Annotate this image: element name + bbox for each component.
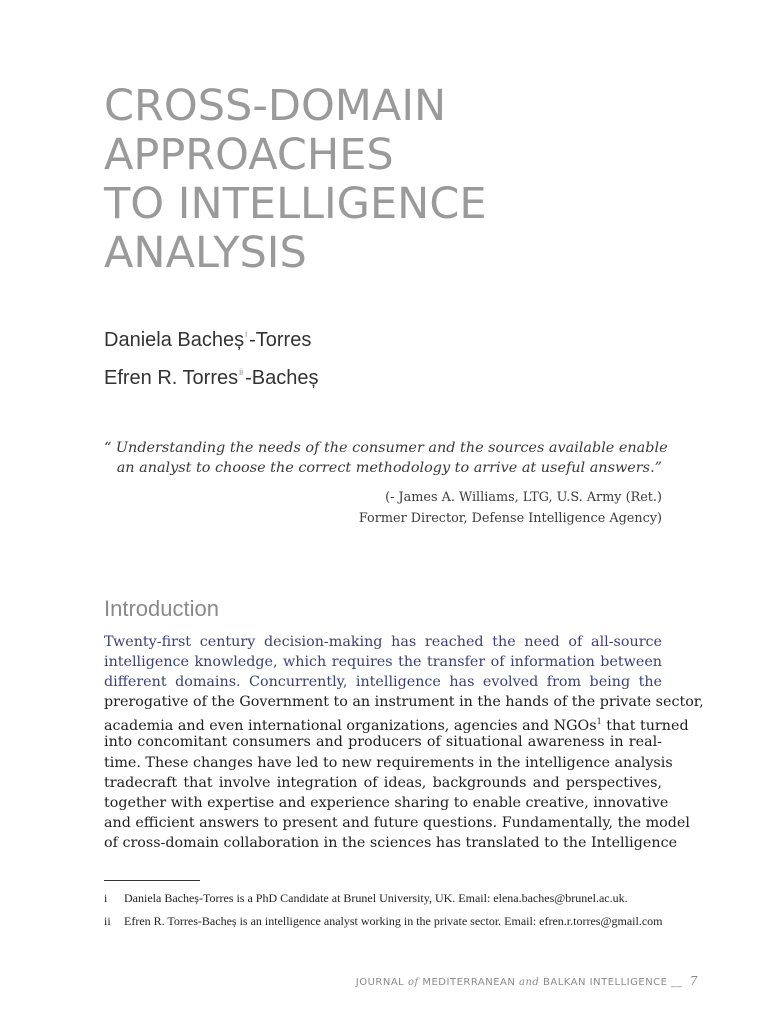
footnote-text: Efren R. Torres-Bacheș is an intelligence analyst working in the private sector. Email: efren.r.torres@gmail.com xyxy=(124,914,663,928)
body-paragraph xyxy=(104,632,704,853)
attribution-line: (- James A. Williams, LTG, U.S. Army (Ret.) xyxy=(385,490,662,505)
author-footnote-marker: i xyxy=(245,329,248,339)
body-line: prerogative of the Government to an instrument in the hands of the private sector, xyxy=(104,694,704,711)
attribution-line: Former Director, Defense Intelligence Agency) xyxy=(358,511,662,526)
author-list xyxy=(104,318,319,394)
author-2: Efren R. Torres$^{ii}$ -Bacheș xyxy=(104,367,319,389)
body-line: different domains. Concurrently, intelligence has evolved from being the xyxy=(104,674,662,691)
body-line: of cross-domain collaboration in the sciences has translated to the Intelligence xyxy=(104,834,678,851)
quote-line: “ Understanding the needs of the consumer and the sources available enable xyxy=(104,440,668,456)
epigraph-attribution xyxy=(104,487,662,529)
epigraph xyxy=(104,438,668,529)
title-line: APPROACHES xyxy=(104,130,394,180)
body-line: together with expertise and experience sharing to enable creative, innovative xyxy=(104,794,669,811)
title-line: CROSS-DOMAIN xyxy=(104,81,447,131)
epigraph-quote xyxy=(104,438,668,478)
quote-line: an analyst to choose the correct methodology to arrive at useful answers.” xyxy=(116,460,662,476)
body-line: intelligence knowledge, which requires the transfer of information between xyxy=(104,654,662,671)
footnote-ii xyxy=(104,910,664,933)
article-title xyxy=(104,82,664,278)
author-1: Daniela Bacheș$^i$ -Torres xyxy=(104,329,312,351)
footnote-marker: i xyxy=(104,891,108,905)
footnote-i xyxy=(104,887,664,910)
body-line: time. These changes have led to new requirements in the intelligence analysis xyxy=(104,754,673,771)
title-line: ANALYSIS xyxy=(104,228,307,278)
section-heading: Introduction xyxy=(104,596,219,621)
page-number: 7 xyxy=(689,974,698,988)
running-footer: JOURNAL of MEDITERRANEAN and BALKAN INTELLIGENCE __ 7 xyxy=(355,974,698,988)
footnote-text: Daniela Bacheș-Torres is a PhD Candidate at Brunel University, UK. Email: elena.baches@brunel.ac.uk. xyxy=(124,891,628,905)
footnote-divider xyxy=(104,880,200,881)
body-line: into concomitant consumers and producers of situational awareness in real- xyxy=(104,734,662,751)
body-line: and efficient answers to present and future questions. Fundamentally, the model xyxy=(104,814,690,831)
author-footnote-marker: ii xyxy=(239,367,244,377)
footnote-reference[interactable]: 1 xyxy=(596,717,602,727)
body-line: tradecraft that involve integration of ideas, backgrounds and perspectives, xyxy=(104,774,662,791)
footnotes xyxy=(104,887,664,933)
body-line: Twenty-first century decision-making has reached the need of all-source xyxy=(104,634,662,650)
title-line: TO INTELLIGENCE xyxy=(104,179,487,229)
footer-dash: __ xyxy=(671,977,683,988)
footnote-marker: ii xyxy=(104,914,111,928)
body-line: academia and even international organizations, agencies and NGOs$^1$ that turned xyxy=(104,717,689,735)
